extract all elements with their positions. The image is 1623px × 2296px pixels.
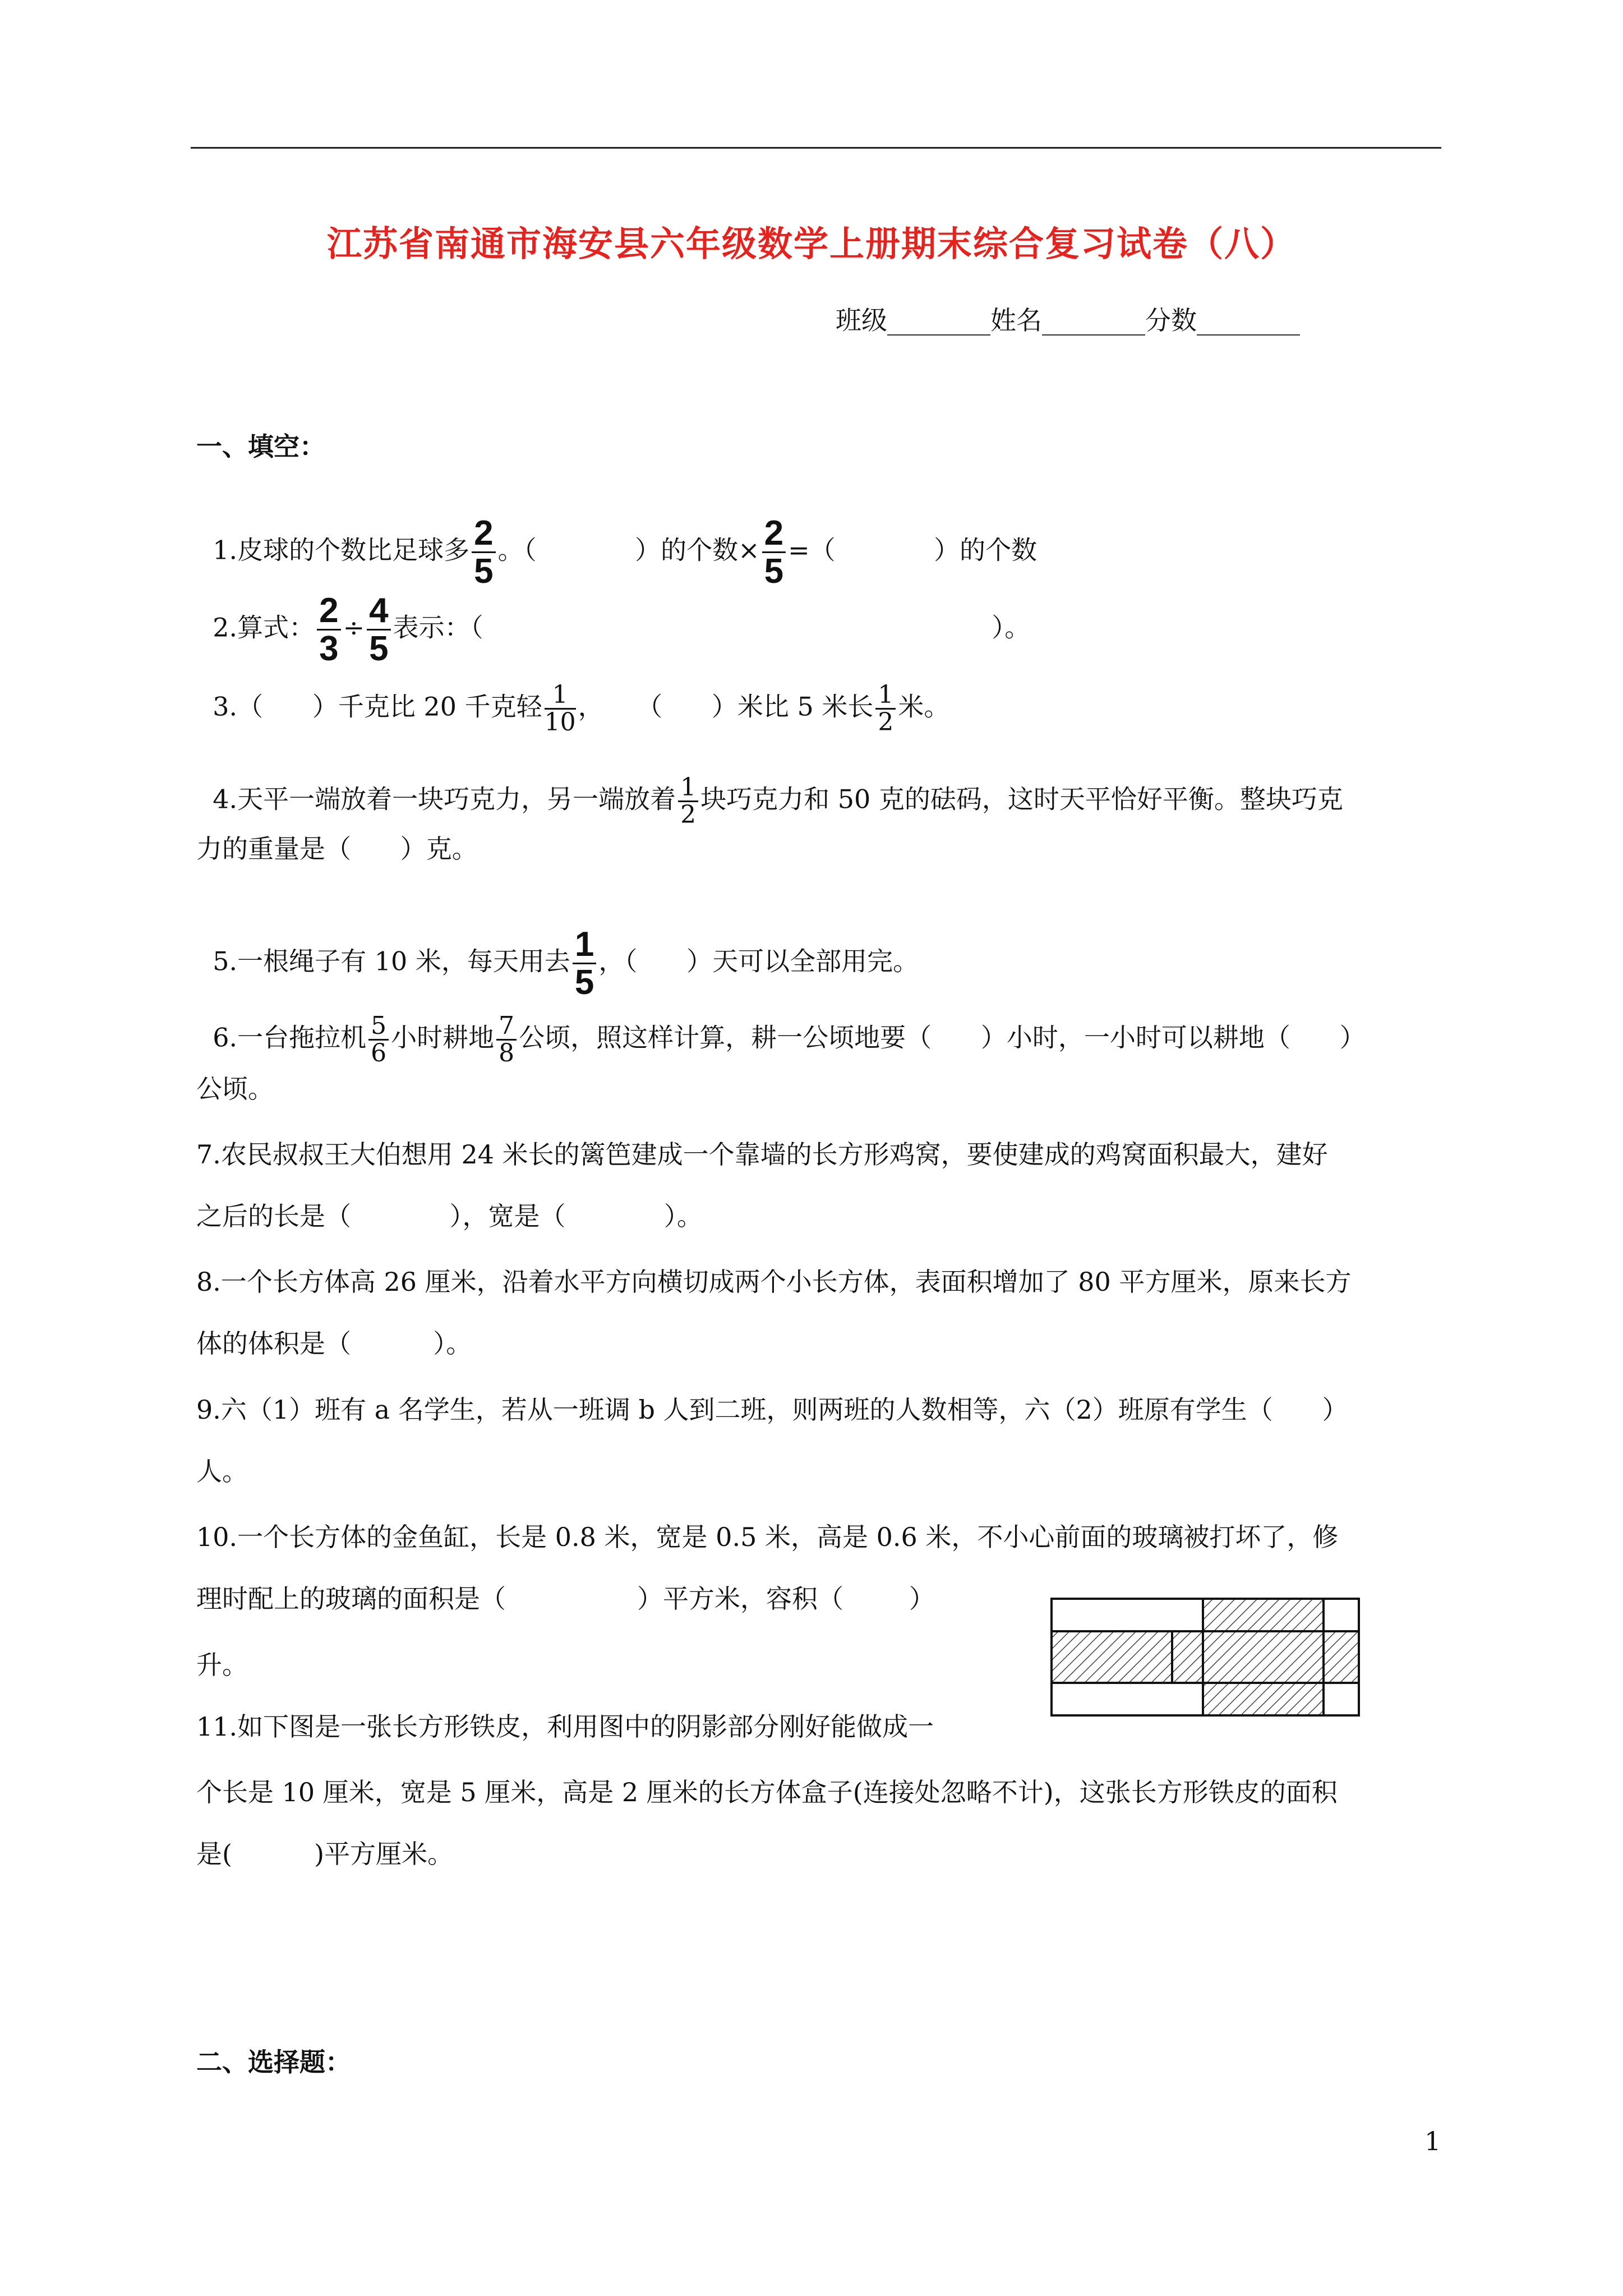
question-4 (196, 749, 1343, 828)
q6-text-a: 6.一台拖拉机 (213, 1022, 367, 1053)
question-2 (196, 567, 1030, 667)
question-8-line1: 8.一个长方体高 26 厘米，沿着水平方向横切成两个小长方体，表面积增加了 80 平方厘米，原来长方 (196, 1267, 1352, 1297)
question-11-line2: 个长是 10 厘米，宽是 5 厘米，高是 2 厘米的长方体盒子(连接处忽略不计)，这张长方形铁皮的面积 (196, 1777, 1338, 1807)
iron-sheet-diagram (1049, 1596, 1363, 1719)
shaded-bottom-face (1203, 1631, 1324, 1683)
q4-fraction-1: $\frac{1}{2}$ (678, 775, 698, 828)
q6-text-c: 公顷，照这样计算，耕一公顷地要（ ）小时，一小时可以耕地（ ） (519, 1022, 1366, 1053)
q2-text-b: 表示：（ ）。 (393, 612, 1031, 643)
question-9-line2: 人。 (196, 1456, 248, 1487)
q2-text-a: 2.算式： (213, 612, 315, 643)
q3-fraction-1: $\frac{1}{10}$ (544, 680, 576, 737)
question-10-line1: 10.一个长方体的金鱼缸，长是 0.8 米，宽是 0.5 米，高是 0.6 米，不小心前面的玻璃被打坏了，修 (196, 1522, 1339, 1552)
q5-fraction-1: $\frac{1}{5}$ (573, 926, 596, 1001)
q5-text-b: ，（ ）天可以全部用完。 (598, 946, 919, 977)
q3-text-a: 3.（ ）千克比 20 千克轻 (213, 691, 542, 722)
q4-text-a: 4.天平一端放着一块巧克力，另一端放着 (213, 784, 676, 815)
question-7-line1: 7.农民叔叔王大伯想用 24 米长的篱笆建成一个靠墙的长方形鸡窝，要使建成的鸡窝面积最大，建好 (196, 1139, 1328, 1170)
q5-text-a: 5.一根绳子有 10 米，每天用去 (213, 946, 570, 977)
q6-fraction-2: $\frac{7}{8}$ (496, 1013, 517, 1066)
q6-text-b: 小时耕地 (391, 1022, 495, 1053)
q1-text-a: 1.皮球的个数比足球多 (213, 535, 470, 565)
question-10-line3: 升。 (196, 1650, 248, 1680)
question-3 (196, 656, 949, 735)
q6-fraction-1: $\frac{5}{6}$ (368, 1013, 389, 1066)
q1-text-b: 。（ ）的个数× (497, 535, 760, 565)
page-number: 1 (1424, 2126, 1441, 2156)
shaded-lower-face (1203, 1683, 1324, 1715)
q2-fraction-2: $\frac{4}{5}$ (367, 592, 390, 667)
question-8-line2: 体的体积是（ ）。 (196, 1328, 472, 1359)
question-11-line1: 11.如下图是一张长方形铁皮，利用图中的阴影部分刚好能做成一 (196, 1711, 934, 1742)
question-5 (196, 900, 919, 1001)
question-10-line2: 理时配上的玻璃的面积是（ ）平方米，容积（ ） (196, 1584, 935, 1614)
q1-text-c: =（ ）的个数 (788, 535, 1038, 565)
section-fill-blank-heading: 一、填空： (196, 431, 325, 462)
q1-fraction-2: $\frac{2}{5}$ (762, 515, 786, 590)
header-rule (191, 147, 1441, 149)
shaded-top-face (1203, 1599, 1324, 1631)
question-6 (196, 987, 1366, 1066)
q1-fraction-1: $\frac{2}{5}$ (472, 515, 495, 590)
q3-text-c: 米。 (898, 691, 950, 722)
question-11-line3: 是( )平方厘米。 (196, 1839, 454, 1869)
q4-text-b: 块巧克力和 50 克的砝码，这时天平恰好平衡。整块巧克 (700, 784, 1343, 815)
question-4-line2: 力的重量是（ ）克。 (196, 834, 478, 864)
shaded-end-right (1324, 1631, 1359, 1683)
shaded-end-left (1172, 1631, 1203, 1683)
q2-fraction-1: $\frac{2}{3}$ (317, 592, 340, 667)
shaded-left-side (1052, 1631, 1172, 1683)
question-7-line2: 之后的长是（ ），宽是（ ）。 (196, 1201, 703, 1231)
question-6-line2: 公顷。 (196, 1074, 274, 1104)
q3-fraction-2: $\frac{1}{2}$ (875, 682, 896, 735)
section-choice-heading: 二、选择题： (196, 2047, 351, 2077)
q2-operator: ÷ (343, 612, 365, 643)
q3-text-b: ， （ ）米比 5 米长 (578, 691, 874, 722)
question-9-line1: 9.六（1）班有 a 名学生，若从一班调 b 人到二班，则两班的人数相等，六（2）班原有学生（ ） (196, 1395, 1348, 1425)
page-title: 江苏省南通市海安县六年级数学上册期末综合复习试卷（八） (326, 223, 1296, 264)
student-info-line: 班级________姓名________分数________ (836, 305, 1300, 335)
